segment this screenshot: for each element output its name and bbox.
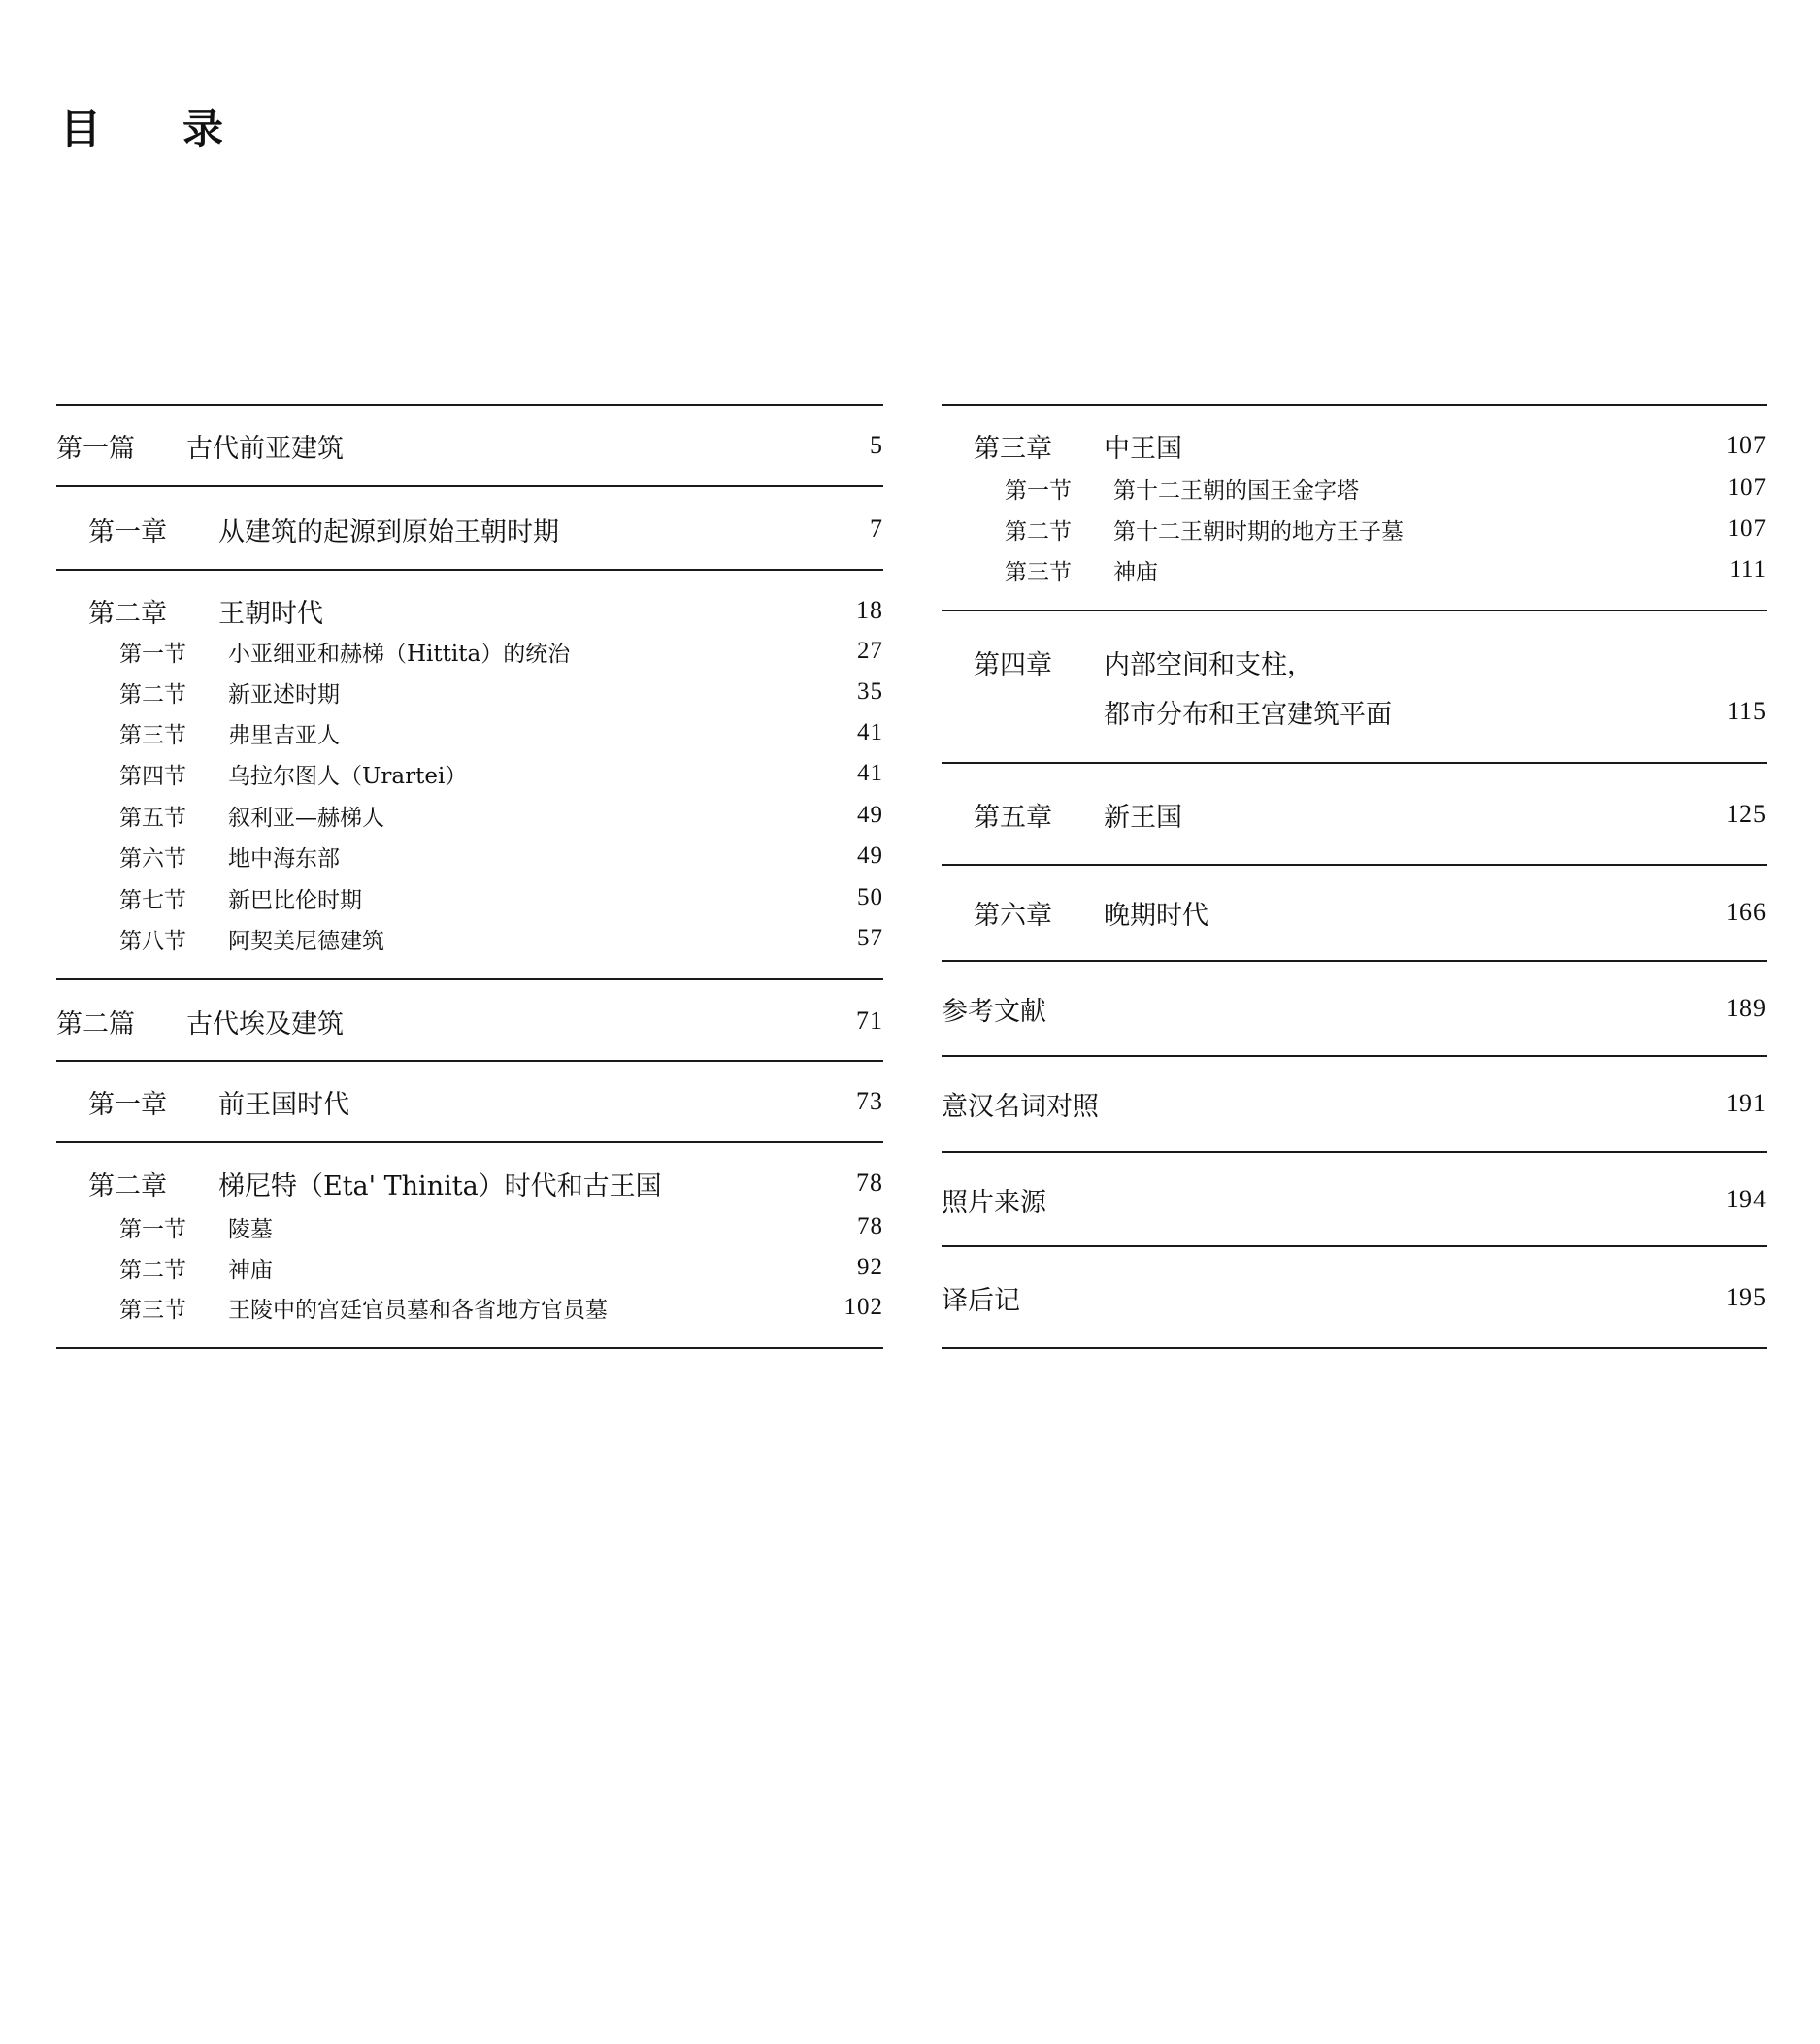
entry-page: 50 (857, 884, 883, 910)
entry-title: 弗里吉亚人 (228, 722, 340, 748)
divider (56, 569, 883, 571)
toc-entry-afterword[interactable] (942, 1281, 1767, 1314)
entry-title: 第十二王朝的国王金字塔 (1113, 478, 1359, 504)
toc-entry-section[interactable] (119, 1210, 883, 1243)
toc-entry-chapter[interactable] (88, 594, 883, 627)
entry-label: 第二章 (88, 598, 167, 629)
entry-title: 古代埃及建筑 (186, 1008, 344, 1039)
entry-label: 第三章 (974, 433, 1052, 464)
entry-page: 41 (857, 719, 883, 745)
entry-page: 92 (857, 1254, 883, 1280)
toc-entry-section[interactable] (119, 635, 883, 668)
toc-entry-section[interactable] (119, 1291, 883, 1324)
entry-title: 新亚述时期 (228, 681, 340, 708)
entry-label: 第二节 (119, 681, 186, 708)
entry-label: 第一章 (88, 516, 167, 547)
entry-page: 7 (870, 514, 883, 543)
page-title-char-2: 录 (182, 105, 224, 152)
entry-page: 27 (857, 638, 883, 664)
entry-label: 第二章 (88, 1170, 167, 1202)
toc-entry-chapter[interactable] (974, 798, 1767, 831)
toc-entry-part-1[interactable] (56, 429, 883, 462)
entry-title: 阿契美尼德建筑 (228, 928, 384, 954)
entry-title: 从建筑的起源到原始王朝时期 (218, 516, 559, 547)
entry-label: 第三节 (119, 1297, 186, 1323)
toc-entry-section[interactable] (119, 799, 883, 832)
toc-entry-bibliography[interactable] (942, 992, 1767, 1025)
entry-title: 内部空间和支柱， (1104, 649, 1313, 680)
entry-page: 18 (856, 596, 883, 624)
entry-page: 107 (1726, 431, 1767, 459)
entry-title: 晚期时代 (1104, 900, 1208, 931)
entry-title: 新王国 (1104, 802, 1182, 833)
entry-page: 194 (1726, 1185, 1767, 1213)
page-title-char-1: 目 (60, 105, 102, 152)
entry-page: 49 (857, 802, 883, 828)
entry-title: 第十二王朝时期的地方王子墓 (1113, 518, 1404, 544)
toc-entry-section[interactable] (119, 881, 883, 914)
divider (942, 762, 1767, 764)
toc-entry-section[interactable] (1005, 553, 1767, 586)
toc-entry-section[interactable] (119, 676, 883, 709)
entry-label: 第六节 (119, 845, 186, 872)
entry-page: 111 (1729, 556, 1767, 582)
entry-title: 王朝时代 (218, 598, 323, 629)
entry-label: 第一节 (119, 641, 186, 667)
entry-page: 35 (857, 678, 883, 705)
entry-label: 第一节 (119, 1216, 186, 1242)
divider (56, 485, 883, 487)
entry-title: 小亚细亚和赫梯（Hittita）的统治 (228, 641, 571, 667)
entry-page: 5 (870, 431, 883, 459)
entry-title: 中王国 (1104, 433, 1182, 464)
toc-entry-chapter[interactable] (88, 1167, 883, 1200)
entry-label: 第八节 (119, 928, 186, 954)
entry-page: 78 (857, 1213, 883, 1239)
toc-entry-chapter-continued[interactable] (974, 695, 1767, 728)
entry-page: 78 (856, 1169, 883, 1197)
entry-label: 第一篇 (56, 433, 135, 464)
entry-page: 57 (857, 925, 883, 951)
divider (942, 1347, 1767, 1349)
entry-label: 第二节 (1005, 518, 1072, 544)
toc-entry-section[interactable] (119, 840, 883, 873)
divider (942, 960, 1767, 962)
entry-title: 神庙 (228, 1257, 273, 1283)
entry-title: 意汉名词对照 (942, 1091, 1099, 1122)
divider (942, 864, 1767, 866)
entry-label: 第七节 (119, 887, 186, 913)
divider (56, 1141, 883, 1143)
toc-entry-section[interactable] (119, 757, 883, 790)
entry-title: 王陵中的宫廷官员墓和各省地方官员墓 (228, 1297, 608, 1323)
entry-label: 第三节 (1005, 559, 1072, 585)
divider (942, 1055, 1767, 1057)
entry-title: 乌拉尔图人（Urartei） (228, 763, 468, 789)
toc-entry-chapter[interactable] (974, 896, 1767, 929)
divider (56, 1060, 883, 1062)
divider (56, 404, 883, 406)
divider (942, 1245, 1767, 1247)
entry-title: 叙利亚—赫梯人 (228, 805, 384, 831)
entry-page: 107 (1727, 475, 1767, 501)
toc-entry-section[interactable] (1005, 512, 1767, 545)
entry-label: 第五节 (119, 805, 186, 831)
entry-page: 73 (856, 1087, 883, 1115)
entry-page: 195 (1726, 1283, 1767, 1311)
toc-entry-chapter[interactable] (88, 1085, 883, 1118)
toc-entry-section[interactable] (1005, 472, 1767, 505)
toc-entry-photo-credits[interactable] (942, 1183, 1767, 1216)
entry-title: 前王国时代 (218, 1089, 349, 1120)
divider (942, 404, 1767, 406)
entry-page: 166 (1726, 898, 1767, 926)
entry-label: 第四章 (974, 649, 1052, 680)
entry-page: 125 (1726, 800, 1767, 828)
entry-label: 第三节 (119, 722, 186, 748)
toc-entry-part-2[interactable] (56, 1005, 883, 1038)
toc-entry-chapter[interactable] (974, 429, 1767, 462)
entry-title: 陵墓 (228, 1216, 273, 1242)
entry-title: 神庙 (1113, 559, 1158, 585)
divider (942, 610, 1767, 611)
entry-label: 第一节 (1005, 478, 1072, 504)
entry-title: 新巴比伦时期 (228, 887, 362, 913)
entry-label: 第一章 (88, 1089, 167, 1120)
divider (56, 1347, 883, 1349)
toc-entry-section[interactable] (119, 716, 883, 749)
entry-label: 第四节 (119, 763, 186, 789)
entry-page: 49 (857, 842, 883, 869)
entry-label: 第六章 (974, 900, 1052, 931)
entry-page: 191 (1726, 1089, 1767, 1117)
entry-page: 115 (1726, 697, 1767, 725)
entry-title-line2: 都市分布和王宫建筑平面 (1104, 699, 1392, 730)
entry-title: 参考文献 (942, 996, 1046, 1027)
entry-title: 古代前亚建筑 (186, 433, 344, 464)
entry-page: 107 (1727, 515, 1767, 542)
entry-label: 第二篇 (56, 1008, 135, 1039)
entry-page: 71 (856, 1006, 883, 1035)
entry-page: 189 (1726, 994, 1767, 1022)
entry-title: 地中海东部 (228, 845, 340, 872)
entry-title: 照片来源 (942, 1187, 1046, 1218)
toc-entry-section[interactable] (119, 1251, 883, 1284)
toc-entry-section[interactable] (119, 922, 883, 955)
toc-entry-glossary[interactable] (942, 1087, 1767, 1120)
entry-title: 梯尼特（Eta' Thinita）时代和古王国 (218, 1170, 662, 1202)
entry-label: 第五章 (974, 802, 1052, 833)
toc-entry-chapter[interactable] (88, 512, 883, 545)
divider (56, 978, 883, 980)
divider (942, 1151, 1767, 1153)
entry-title: 译后记 (942, 1285, 1020, 1316)
toc-entry-chapter[interactable] (974, 645, 1767, 678)
entry-label: 第二节 (119, 1257, 186, 1283)
entry-page: 102 (844, 1294, 883, 1320)
entry-page: 41 (857, 760, 883, 786)
